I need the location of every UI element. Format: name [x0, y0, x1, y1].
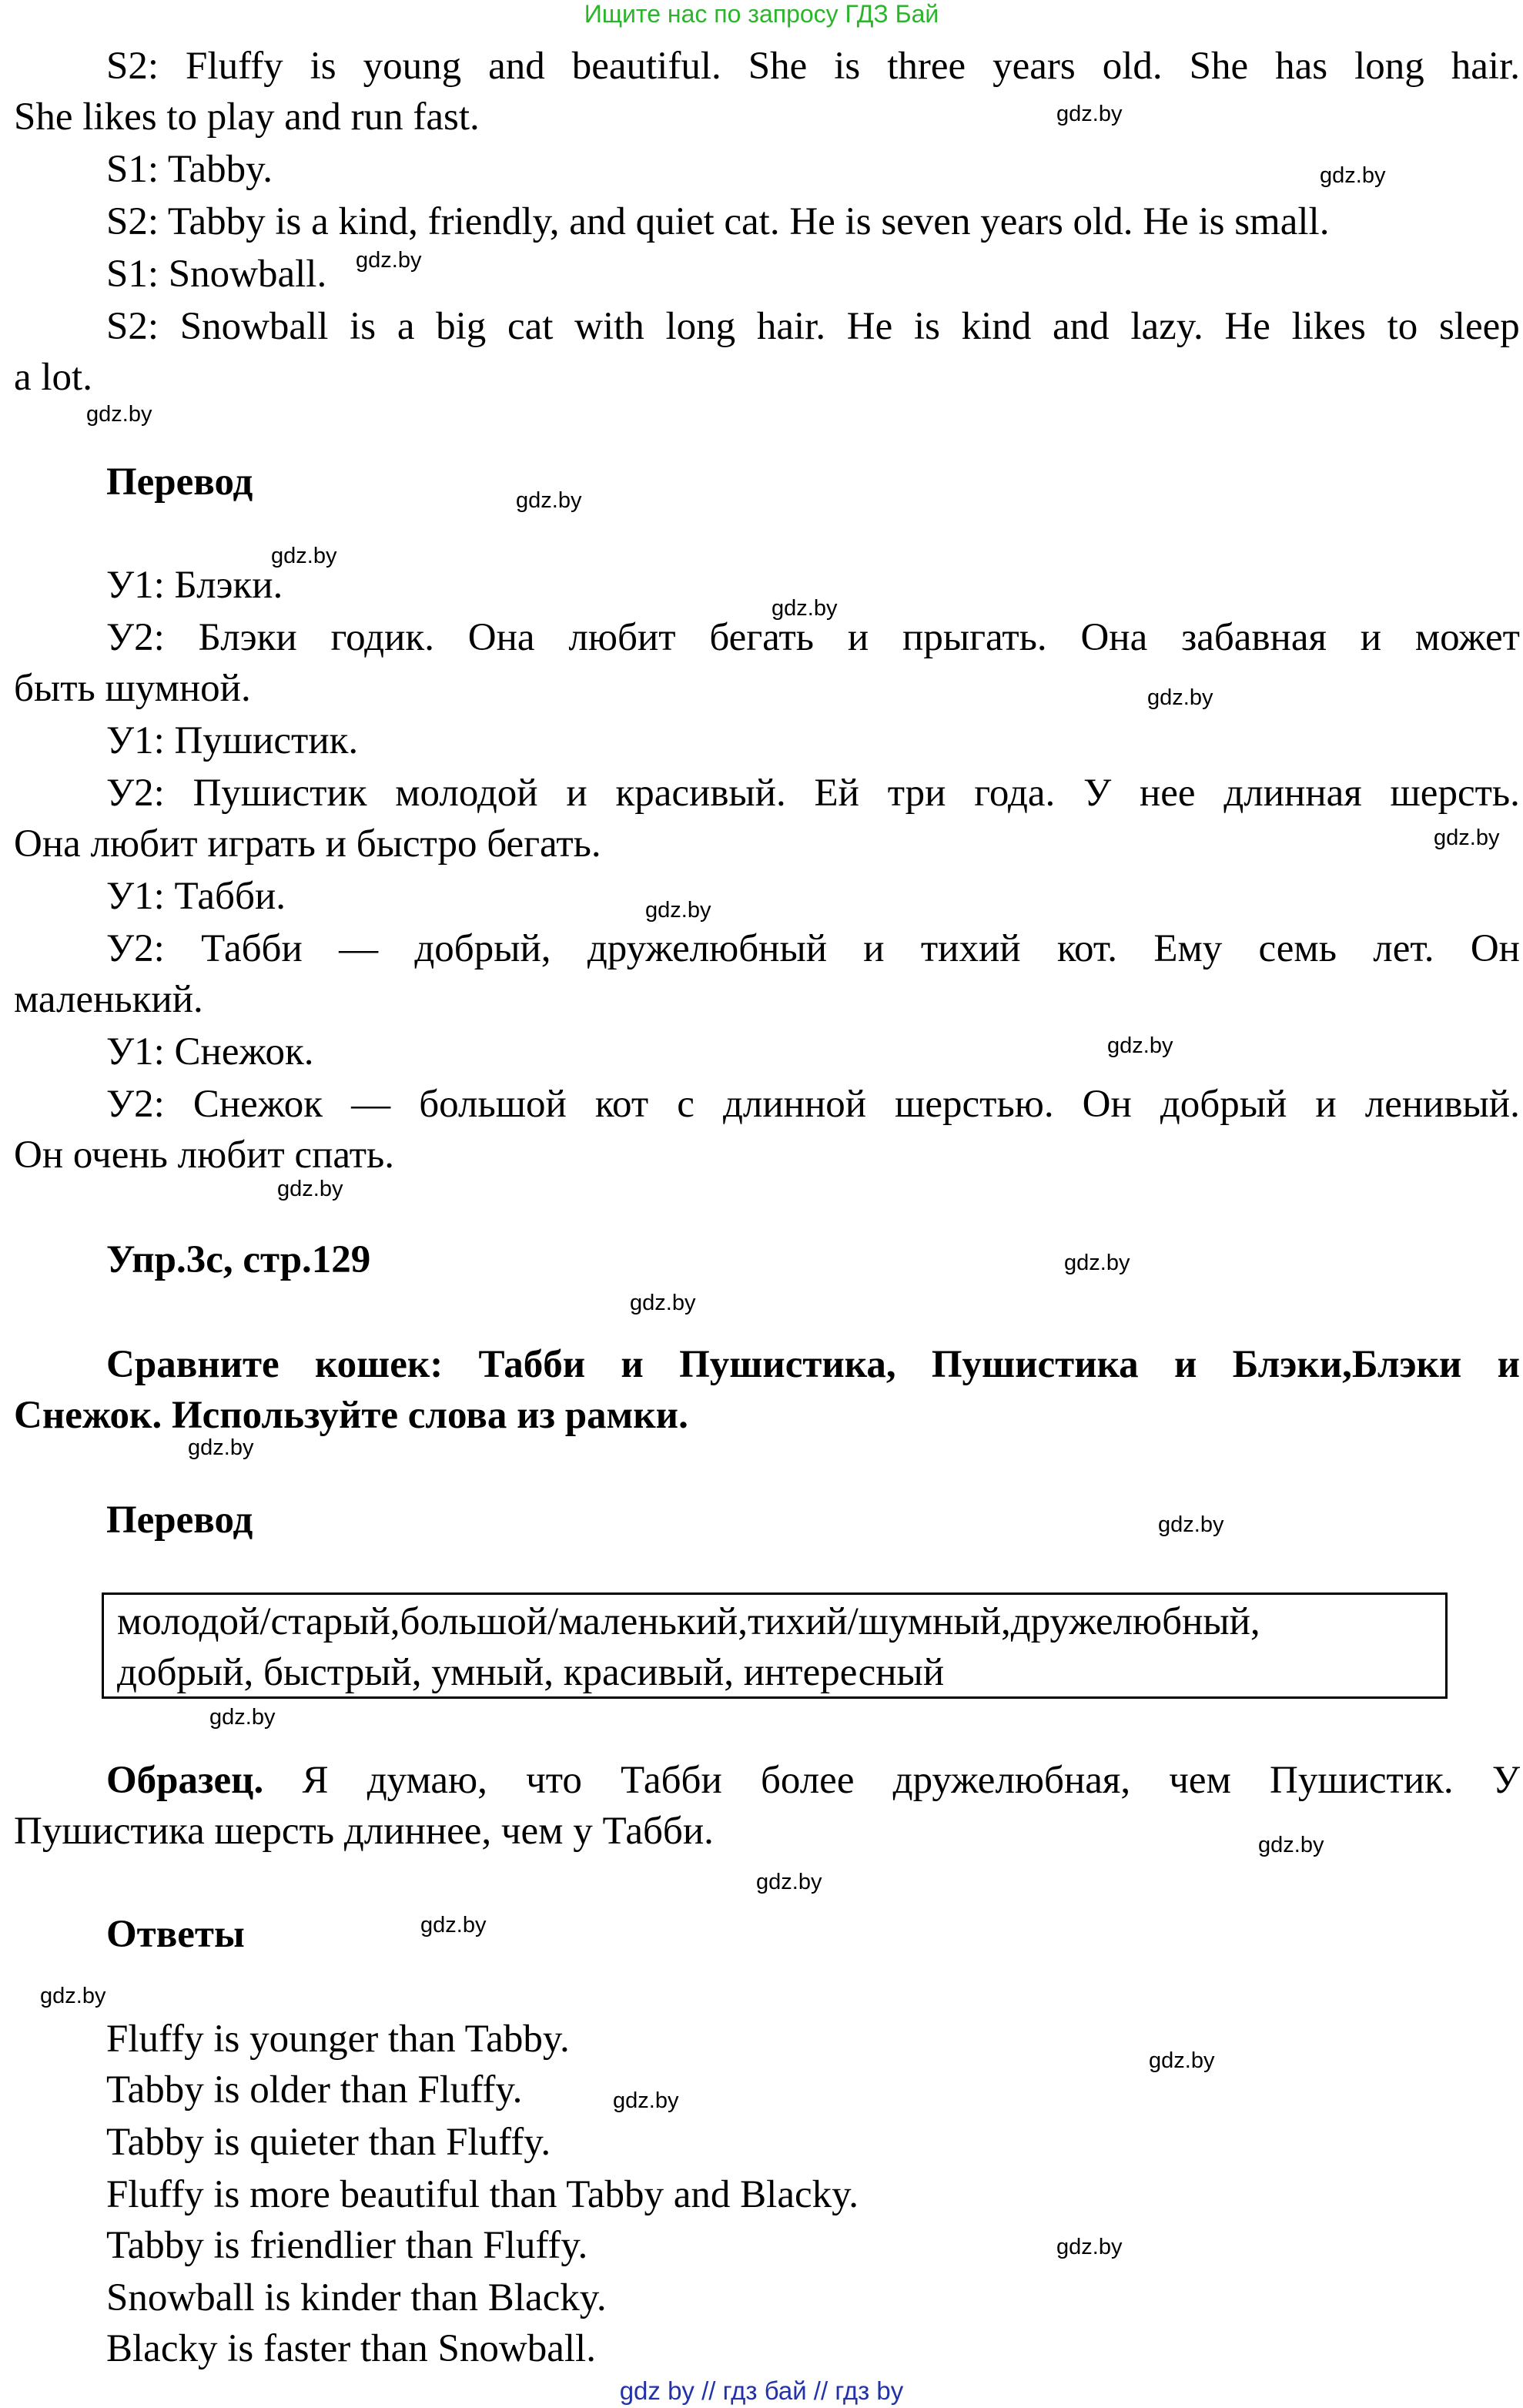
word: У — [1083, 772, 1112, 815]
word: Табби — [621, 1759, 722, 1802]
word: Он — [1082, 1083, 1132, 1126]
word: S2: — [106, 305, 159, 348]
exercise-title: Упр.3с, стр.129 — [106, 1238, 371, 1281]
word: Она — [467, 616, 535, 659]
watermark: gdz.by — [1158, 1512, 1224, 1537]
watermark: gdz.by — [188, 1435, 254, 1460]
translation-line-9: маленький. — [14, 978, 203, 1021]
dialogue-line-4: S2: Tabby is a kind, friendly, and quiet cat. He is seven years old. He is small. — [106, 200, 1330, 243]
watermark: gdz.by — [277, 1177, 343, 1201]
word: забавная — [1181, 616, 1327, 659]
top-banner[interactable]: Ищите нас по запросу ГДЗ Бай — [584, 0, 939, 28]
word: lazy. — [1130, 305, 1203, 348]
word: думаю, — [367, 1759, 487, 1802]
word: is — [310, 45, 336, 88]
word: He — [1224, 305, 1270, 348]
word: и — [1360, 616, 1382, 659]
word: дружелюбная, — [892, 1759, 1131, 1802]
translation-line-10: У1: Снежок. — [106, 1030, 314, 1073]
watermark: gdz.by — [1147, 685, 1213, 710]
word: и — [1497, 1343, 1520, 1386]
word: Блэки,Блэки — [1232, 1343, 1462, 1386]
word: Пушистик. — [1270, 1759, 1454, 1802]
word-box-line-2: добрый, быстрый, умный, красивый, интересный — [117, 1651, 945, 1694]
word: У — [1491, 1759, 1520, 1802]
word: кот — [594, 1083, 649, 1126]
word: Снежок — [192, 1083, 323, 1126]
answers-heading: Ответы — [106, 1913, 245, 1956]
watermark: gdz.by — [271, 544, 337, 568]
word: Он — [1470, 927, 1520, 970]
exercise-task-line-2: Снежок. Используйте слова из рамки. — [14, 1394, 688, 1437]
watermark: gdz.by — [40, 1984, 106, 2008]
word: любит — [568, 616, 676, 659]
word: sleep — [1438, 305, 1520, 348]
word: года. — [974, 772, 1056, 815]
answer-item: Snowball is kinder than Blacky. — [106, 2276, 607, 2319]
word: He — [846, 305, 893, 348]
word: — — [351, 1083, 391, 1126]
word: три — [887, 772, 946, 815]
word: прыгать. — [902, 616, 1047, 659]
word: is — [350, 305, 377, 348]
footer-links[interactable]: gdz by // гдз бай // гдз by — [619, 2376, 904, 2405]
watermark: gdz.by — [516, 488, 582, 513]
word: Пушистик — [192, 772, 367, 815]
word: годик. — [330, 616, 434, 659]
word: Табби — [478, 1343, 586, 1386]
word: to — [1387, 305, 1418, 348]
word: Ей — [814, 772, 859, 815]
word: может — [1414, 616, 1520, 659]
word: hair. — [756, 305, 826, 348]
word: и — [1315, 1083, 1337, 1126]
word: шерсть. — [1390, 772, 1520, 815]
word: kind — [961, 305, 1032, 348]
watermark: gdz.by — [630, 1291, 696, 1315]
translation-line-12: Он очень любит спать. — [14, 1134, 395, 1177]
word: семь — [1258, 927, 1337, 970]
word: likes — [1291, 305, 1366, 348]
word: У2: — [106, 927, 165, 970]
word: long — [665, 305, 736, 348]
word: бегать — [709, 616, 815, 659]
translation-line-8 — [14, 926, 1520, 972]
word: что — [526, 1759, 582, 1802]
word: Табби — [201, 927, 303, 970]
word: Пушистика, — [679, 1343, 896, 1386]
word: cat — [507, 305, 554, 348]
section-heading-translation-2: Перевод — [106, 1499, 253, 1542]
word: a — [397, 305, 415, 348]
watermark: gdz.by — [1056, 102, 1123, 126]
word: Fluffy — [186, 45, 283, 88]
dialogue-line-7: a lot. — [14, 356, 92, 399]
word: У2: — [106, 1083, 165, 1126]
word: Snowball — [179, 305, 329, 348]
answer-item: Tabby is quieter than Fluffy. — [106, 2121, 551, 2164]
translation-line-7: У1: Табби. — [106, 875, 286, 918]
dialogue-line-6 — [14, 303, 1520, 350]
watermark: gdz.by — [613, 2088, 679, 2113]
word-box-line-1: молодой/старый,большой/маленький,тихий/шумный,дружелюбный, — [117, 1600, 1260, 1643]
word: She — [748, 45, 808, 88]
section-heading-translation: Перевод — [106, 461, 253, 504]
watermark: gdz.by — [1258, 1833, 1324, 1857]
word: Пушистика — [931, 1343, 1139, 1386]
sample-label: Образец. — [106, 1759, 264, 1802]
word: большой — [419, 1083, 567, 1126]
translation-line-4: У1: Пушистик. — [106, 719, 359, 762]
answer-item: Fluffy is younger than Tabby. — [106, 2018, 570, 2061]
answer-item: Tabby is friendlier than Fluffy. — [106, 2224, 588, 2267]
translation-line-1: У1: Блэки. — [106, 564, 283, 607]
word: old. — [1102, 45, 1163, 88]
sample-line-2: Пушистика шерсть длиннее, чем у Табби. — [14, 1810, 714, 1853]
word: и — [1173, 1343, 1197, 1386]
word: и — [621, 1343, 644, 1386]
word: young — [363, 45, 462, 88]
dialogue-line-3: S1: Tabby. — [106, 148, 273, 191]
word: шерстью. — [895, 1083, 1054, 1126]
dialogue-line-1 — [14, 43, 1520, 89]
translation-line-3: быть шумной. — [14, 667, 251, 710]
watermark: gdz.by — [1149, 2048, 1215, 2073]
word: добрый, — [414, 927, 551, 970]
word: Блэки — [198, 616, 297, 659]
watermark: gdz.by — [356, 248, 422, 273]
dialogue-line-5: S1: Snowball. — [106, 253, 327, 296]
word: Ему — [1153, 927, 1223, 970]
word: is — [834, 45, 861, 88]
word: кошек: — [314, 1343, 444, 1386]
translation-line-2 — [14, 615, 1520, 661]
word: длинной — [722, 1083, 867, 1126]
word: лет. — [1373, 927, 1434, 970]
word: — — [339, 927, 379, 970]
word: У2: — [106, 772, 165, 815]
word: long — [1354, 45, 1424, 88]
word: молодой — [395, 772, 538, 815]
word: S2: — [106, 45, 159, 88]
word: и — [847, 616, 869, 659]
watermark: gdz.by — [1107, 1033, 1173, 1058]
word: и — [566, 772, 587, 815]
sample-line-1 — [14, 1757, 1520, 1803]
answer-item: Blacky is faster than Snowball. — [106, 2327, 596, 2370]
watermark: gdz.by — [756, 1870, 822, 1894]
word: и — [863, 927, 885, 970]
word: красивый. — [615, 772, 786, 815]
word: Она — [1080, 616, 1148, 659]
dialogue-line-2: She likes to play and run fast. — [14, 95, 480, 139]
word: with — [574, 305, 644, 348]
answer-item: Tabby is older than Fluffy. — [106, 2068, 523, 2112]
watermark: gdz.by — [420, 1913, 487, 1937]
watermark: gdz.by — [209, 1705, 276, 1730]
word: У2: — [106, 616, 165, 659]
word: has — [1275, 45, 1328, 88]
word: beautiful. — [571, 45, 721, 88]
watermark: gdz.by — [1320, 163, 1386, 188]
word: тихий — [920, 927, 1021, 970]
word: нее — [1139, 772, 1196, 815]
word: добрый — [1160, 1083, 1287, 1126]
watermark: gdz.by — [645, 898, 711, 923]
word: big — [436, 305, 487, 348]
translation-line-11 — [14, 1081, 1520, 1127]
exercise-task-line-1 — [14, 1341, 1520, 1388]
word: с — [677, 1083, 695, 1126]
word: She — [1189, 45, 1249, 88]
word: and — [1053, 305, 1110, 348]
word: Я — [302, 1759, 329, 1802]
watermark: gdz.by — [1434, 826, 1500, 850]
word: длинная — [1223, 772, 1362, 815]
word: дружелюбный — [587, 927, 827, 970]
word: ленивый. — [1364, 1083, 1520, 1126]
word: более — [760, 1759, 855, 1802]
watermark: gdz.by — [1064, 1251, 1130, 1275]
watermark: gdz.by — [86, 402, 152, 427]
watermark: gdz.by — [772, 596, 838, 621]
answer-item: Fluffy is more beautiful than Tabby and Blacky. — [106, 2173, 859, 2216]
translation-line-6: Она любит играть и быстро бегать. — [14, 822, 601, 866]
word: is — [913, 305, 940, 348]
translation-line-5 — [14, 770, 1520, 816]
word: and — [488, 45, 545, 88]
word: кот. — [1056, 927, 1118, 970]
word: чем — [1169, 1759, 1231, 1802]
word: three — [887, 45, 966, 88]
word: years — [992, 45, 1076, 88]
watermark: gdz.by — [1056, 2235, 1123, 2259]
word: Сравните — [106, 1343, 279, 1386]
word: hair. — [1451, 45, 1520, 88]
